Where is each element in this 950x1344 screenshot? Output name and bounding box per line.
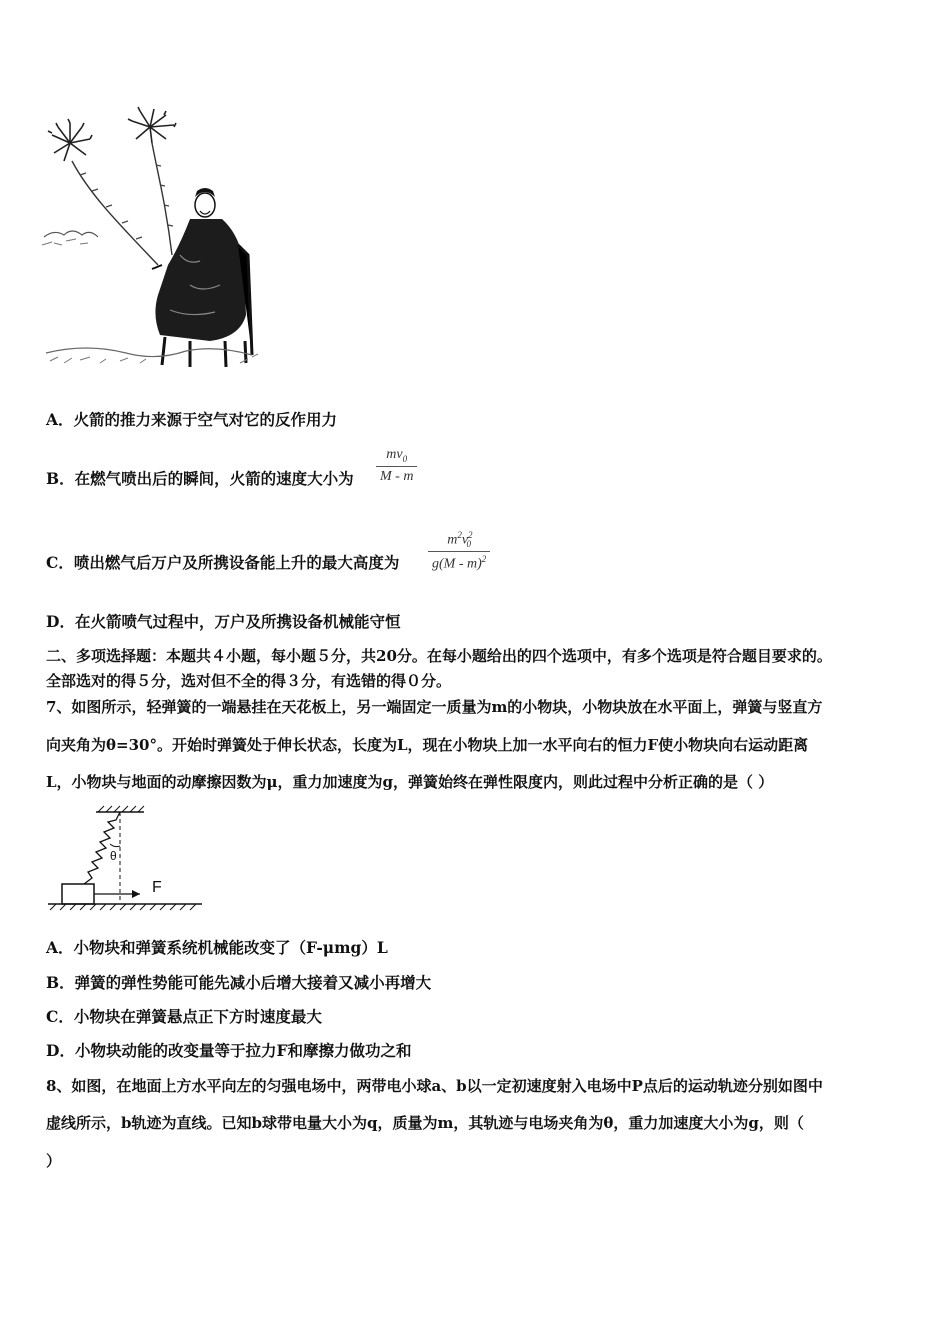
q6-option-b-formula xyxy=(376,447,417,485)
q7-stem-line1: 7、如图所示，轻弹簧的一端悬挂在天花板上，另一端固定一质量为m的小物块，小物块放在水平面上，弹簧与竖直方 xyxy=(46,698,823,716)
q6-option-d: D．在火箭喷气过程中，万户及所携设备机械能守恒 xyxy=(46,612,401,631)
q8-stem-line3: ） xyxy=(46,1152,62,1170)
spring-icon xyxy=(84,812,120,884)
ground-texture xyxy=(46,348,252,357)
q6-option-c: C．喷出燃气后万户及所携设备能上升的最大高度为 xyxy=(46,553,400,572)
force-arrow-icon xyxy=(132,890,140,898)
theta-label: θ xyxy=(110,849,117,863)
q7-stem-line3: L，小物块与地面的动摩擦因数为μ，重力加速度为g，弹簧始终在弹性限度内，则此过程中分析正确的是（ ） xyxy=(46,773,774,791)
block-icon xyxy=(62,884,94,904)
rocket-trail-left xyxy=(72,161,158,265)
formula-c-m-sup: 2 xyxy=(457,530,462,540)
q7-option-a: A．小物块和弹簧系统机械能改变了（F-μmg）L xyxy=(46,938,388,957)
q6-option-b: B．在燃气喷出后的瞬间，火箭的速度大小为 xyxy=(46,469,354,488)
formula-b-numerator: mv xyxy=(386,447,403,462)
q7-option-d: D．小物块动能的改变量等于拉力F和摩擦力做功之和 xyxy=(46,1041,412,1060)
q8-stem-line1: 8、如图，在地面上方水平向左的匀强电场中，两带电小球a、b以一定初速度射入电场中P点后的运动轨迹分别如图中 xyxy=(46,1077,823,1095)
q6-option-c-formula xyxy=(428,530,490,573)
force-label: F xyxy=(152,879,162,896)
formula-c-m: m xyxy=(447,532,458,548)
seated-figure-icon xyxy=(152,188,252,367)
q7-stem-line2: 向夹角为θ=30°。开始时弹簧处于伸长状态，长度为L，现在小物块上加一水平向右的恒力F使小物块向右运动距离 xyxy=(46,736,809,754)
formula-c-den-sup: 2 xyxy=(481,554,487,565)
q7-spring-block-figure xyxy=(44,804,206,916)
q7-option-b: B．弹簧的弹性势能可能先减小后增大接着又减小再增大 xyxy=(46,973,432,992)
q7-option-c: C．小物块在弹簧悬点正下方时速度最大 xyxy=(46,1007,322,1026)
wan-hu-rocket-illustration xyxy=(40,105,265,375)
formula-b-denominator: M - m xyxy=(380,468,414,484)
section2-line1: 二、多项选择题：本题共４小题，每小题５分，共20分。在每小题给出的四个选项中，有多个选项是符合题目要求的。 xyxy=(46,647,832,665)
section2-line2: 全部选对的得５分，选对但不全的得３分，有选错的得０分。 xyxy=(46,672,452,690)
formula-b-numerator-sub: 0 xyxy=(402,453,408,464)
cloud-icon xyxy=(44,231,98,237)
q6-option-a: A．火箭的推力来源于空气对它的反作用力 xyxy=(46,410,338,429)
q8-stem-line2: 虚线所示，b轨迹为直线。已知b球带电量大小为q，质量为m，其轨迹与电场夹角为θ，重力加速度大小为g，则（ xyxy=(46,1114,804,1132)
formula-c-v-sub: 0 xyxy=(466,539,472,550)
formula-c-v: v xyxy=(461,532,469,548)
right-firework-icon xyxy=(128,107,176,143)
formula-c-v-sup: 2 xyxy=(468,530,473,540)
left-firework-icon xyxy=(48,119,92,161)
formula-c-denominator: g(M - m) xyxy=(432,557,482,573)
rocket-trail-right xyxy=(152,143,172,255)
